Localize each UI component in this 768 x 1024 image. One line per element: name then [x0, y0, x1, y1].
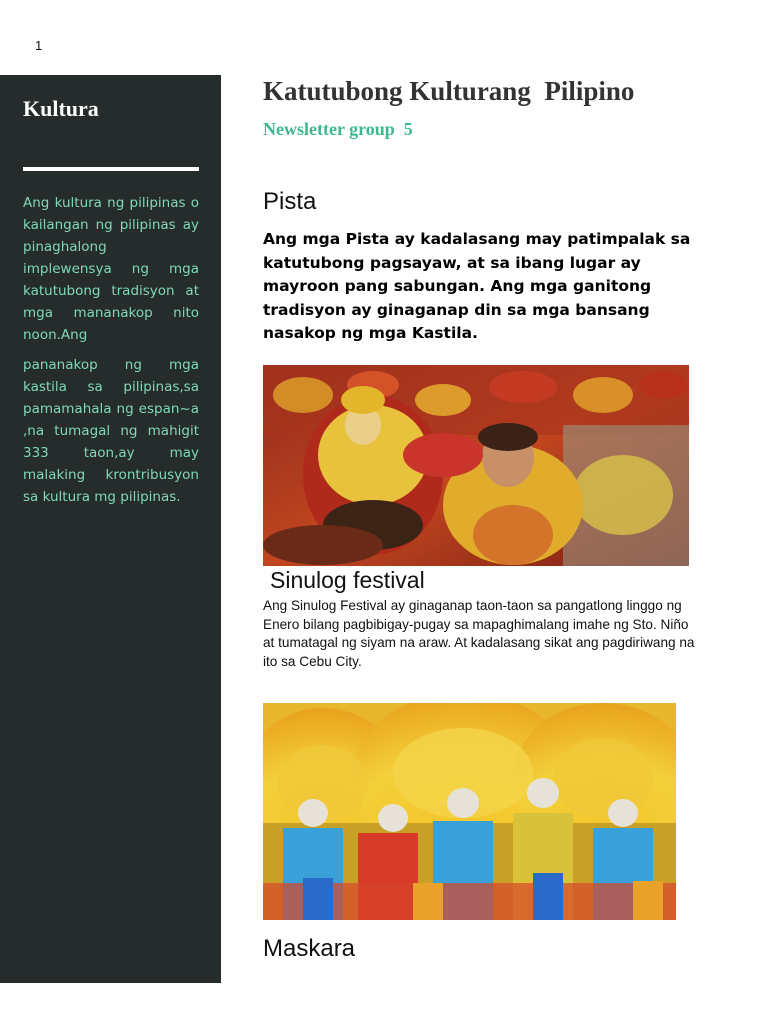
pista-heading: Pista	[263, 188, 317, 215]
sidebar-title: Kultura	[23, 96, 99, 121]
sinulog-festival-photo	[263, 365, 689, 566]
sinulog-paragraph: Ang Sinulog Festival ay ginaganap taon-taon sa pangatlong linggo ng Enero bilang pagbibigay-pugay sa mapaghimalang imahe ng Sto. Niño at tumatagal ng siyam na araw. At kadalasang sikat ang pagdiriwang na ito sa Cebu City.	[263, 598, 695, 669]
page-number: 1	[35, 38, 43, 53]
maskara-heading: Maskara	[263, 935, 356, 962]
sinulog-heading: Sinulog festival	[270, 567, 425, 593]
sidebar-paragraph-2: pananakop ng mga kastila sa pilipinas,sa pamamahala ng espan~a ,na tumagal ng mahigit 333 taon,ay may malaking krontribusyon sa kultura mg pilipinas.	[23, 357, 199, 505]
sidebar-paragraph-1: Ang kultura ng pilipinas o kailangan ng pilipinas ay pinaghalong implewensya ng mga katutubong tradisyon at mga mananakop nito noon.Ang	[23, 195, 199, 343]
pista-paragraph: Ang mga Pista ay kadalasang may patimpalak sa katutubong pagsayaw, at sa ibang lugar ay mayroon pang sabungan. Ang mga ganitong tradisyon ay ginaganap din sa mga bansang nasakop ng mga Kastila.	[263, 230, 691, 342]
newsletter-title: Katutubong Kulturang Pilipino	[263, 76, 635, 106]
newsletter-subtitle: Newsletter group 5	[263, 119, 413, 139]
maskara-festival-photo	[263, 703, 676, 920]
sidebar-divider	[23, 167, 199, 171]
